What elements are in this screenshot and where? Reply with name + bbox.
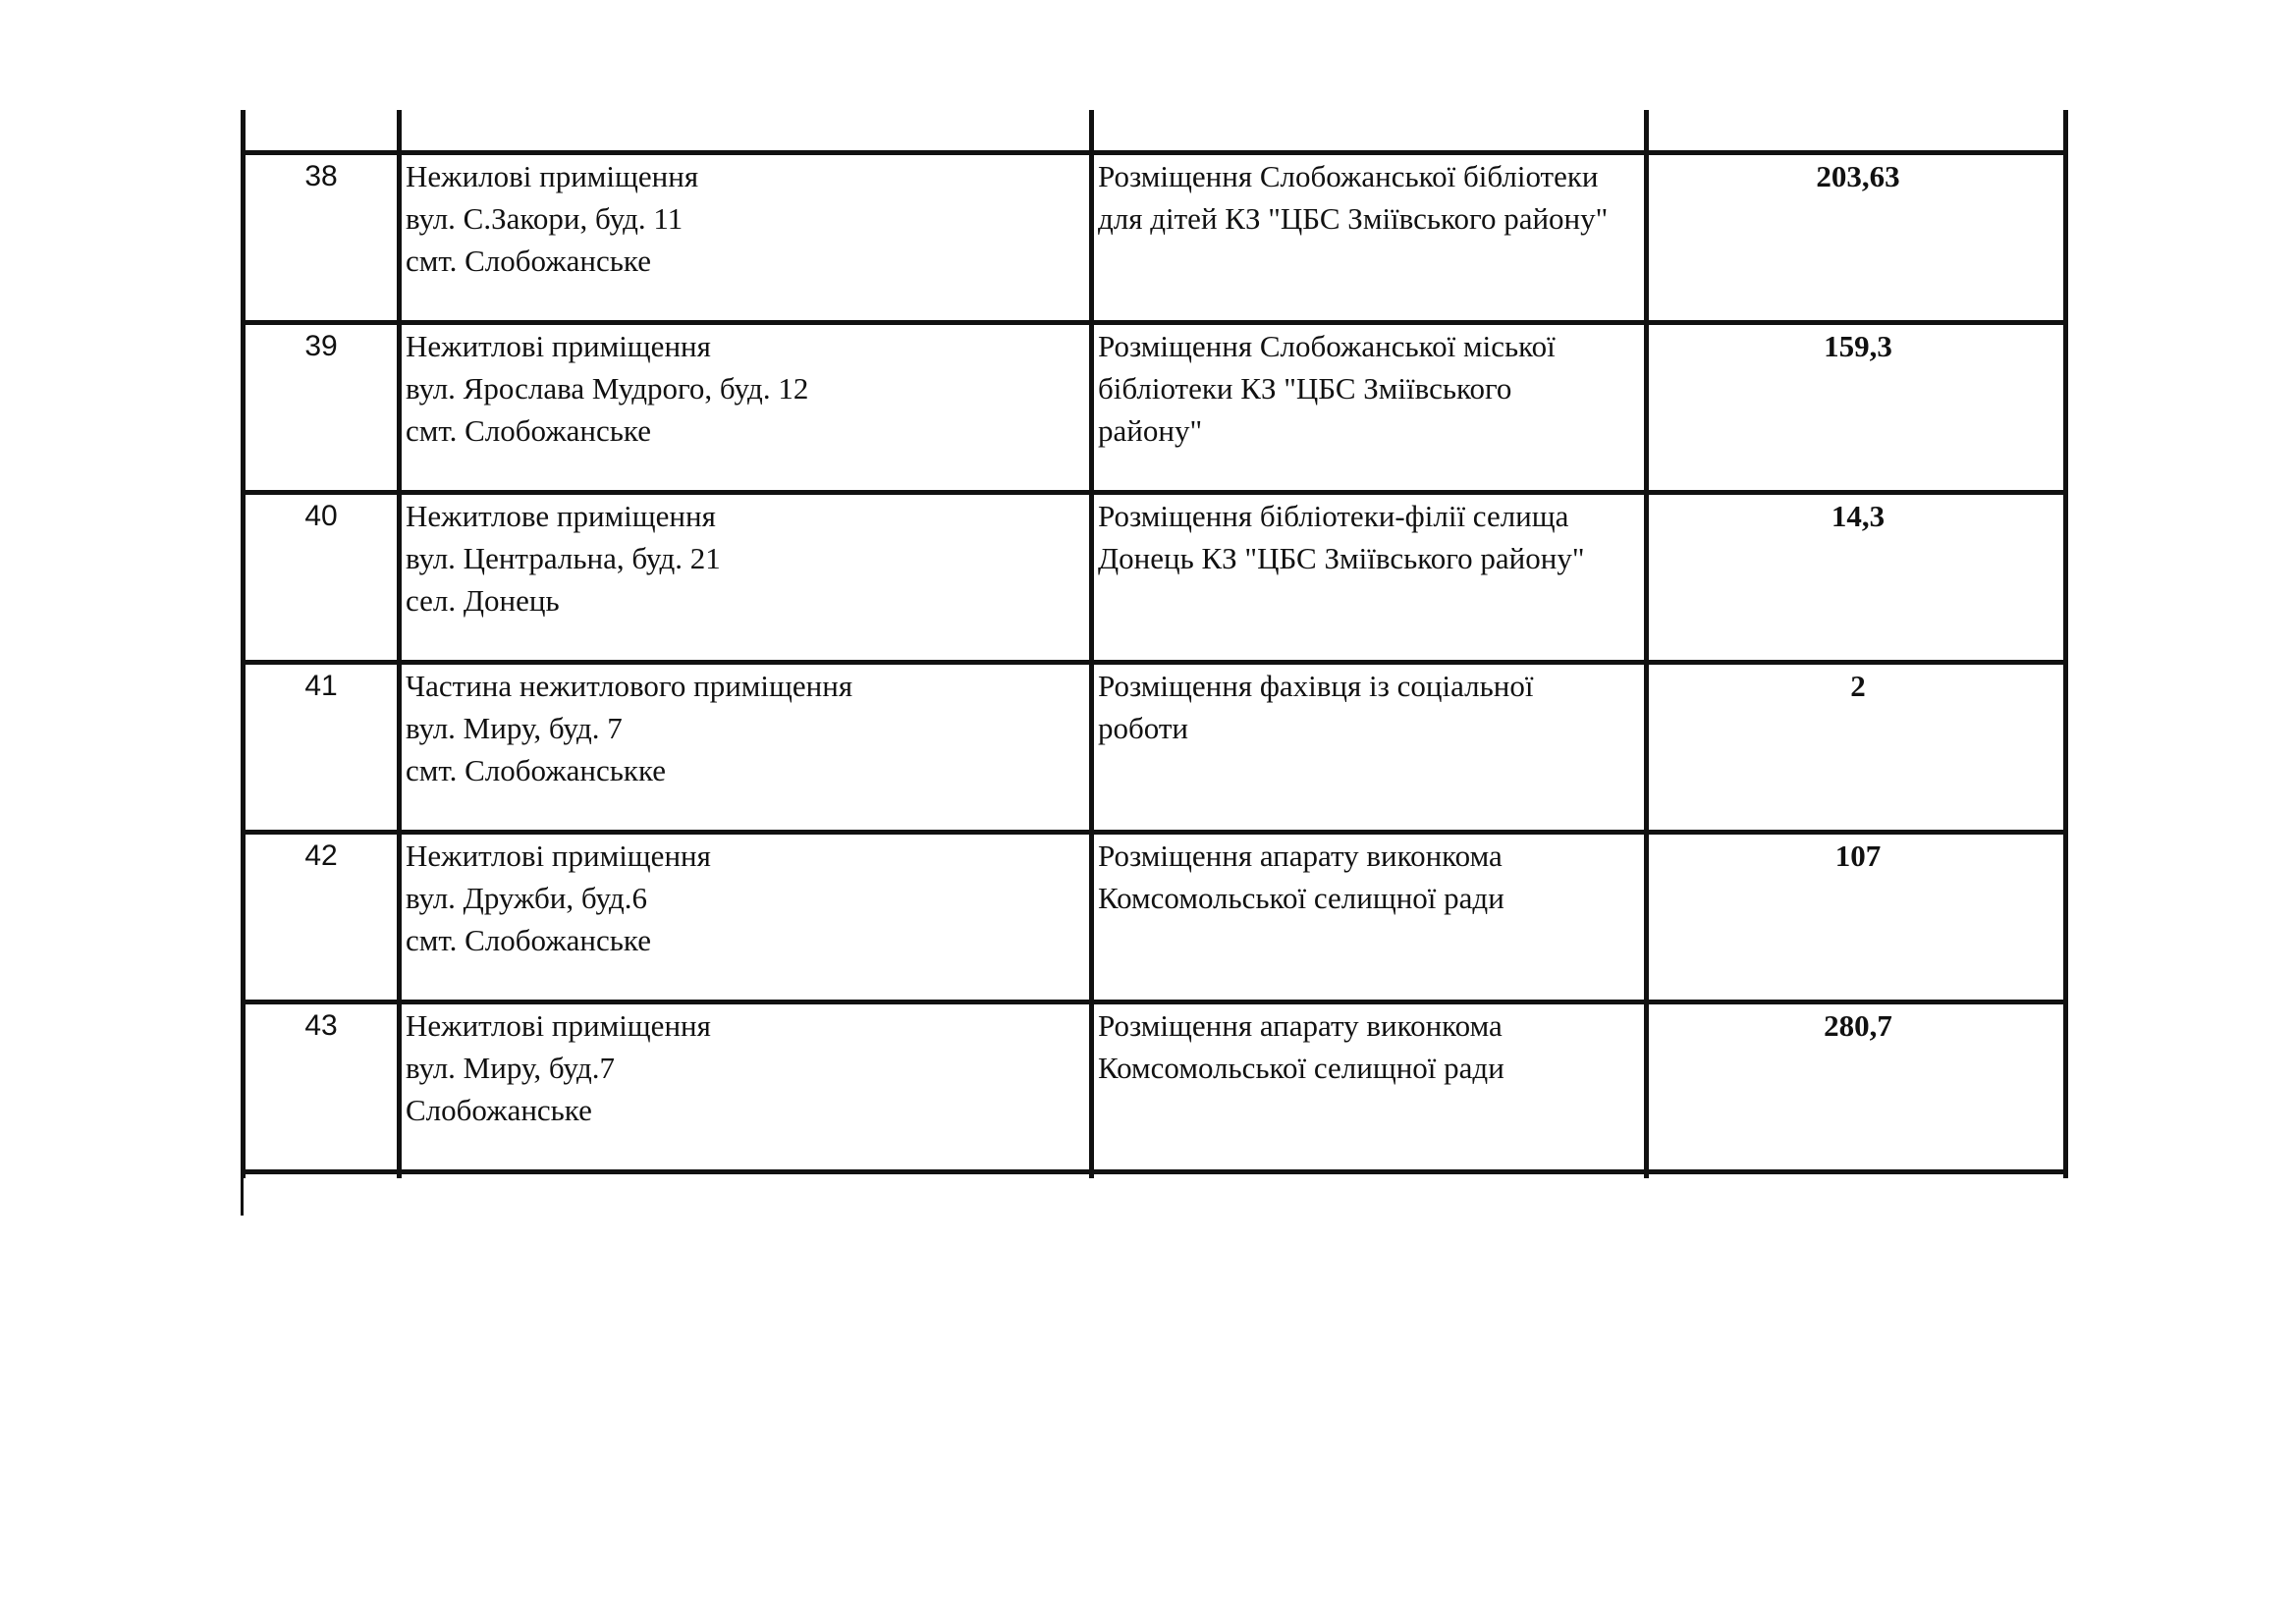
purpose-line: Розміщення Слобожанської міської — [1098, 329, 1556, 363]
address-line: смт. Слобожанське — [406, 413, 651, 448]
address-line: Нежитлове приміщення — [406, 499, 716, 533]
address-cell — [406, 835, 711, 961]
purpose-line: для дітей КЗ "ЦБС Зміївського району" — [1098, 201, 1609, 236]
area-value: 2 — [1850, 669, 1866, 703]
purpose-line: Комсомольської селищної ради — [1098, 1051, 1504, 1085]
area-value: 159,3 — [1824, 329, 1892, 363]
purpose-line: Розміщення бібліотеки-філії селища — [1098, 499, 1569, 533]
address-cell — [406, 1004, 711, 1131]
table-divider-3 — [1644, 110, 1649, 1178]
address-cell — [406, 155, 698, 282]
table-divider-1 — [397, 110, 402, 1178]
table-border-left — [241, 110, 246, 1178]
purpose-line: Розміщення апарату виконкома — [1098, 1008, 1503, 1043]
address-line: Частина нежитлового приміщення — [406, 669, 853, 703]
table-divider-2 — [1089, 110, 1094, 1178]
purpose-line: Розміщення Слобожанської бібліотеки — [1098, 159, 1599, 193]
address-line: вул. Центральна, буд. 21 — [406, 541, 721, 575]
purpose-line: Комсомольської селищної ради — [1098, 881, 1504, 915]
area-value: 203,63 — [1816, 159, 1900, 193]
address-line: Нежилові приміщення — [406, 159, 699, 193]
row-number: 38 — [304, 160, 338, 192]
purpose-line: району" — [1098, 413, 1203, 448]
table-border-tail — [241, 1174, 244, 1216]
row-number: 39 — [304, 330, 338, 362]
purpose-cell — [1098, 665, 1533, 749]
area-value: 280,7 — [1824, 1008, 1892, 1043]
address-line: вул. Дружби, буд.6 — [406, 881, 648, 915]
purpose-cell — [1098, 1004, 1504, 1089]
row-number: 43 — [304, 1009, 338, 1042]
address-line: Нежитлові приміщення — [406, 1008, 711, 1043]
purpose-cell — [1098, 495, 1585, 579]
area-value: 107 — [1834, 839, 1882, 873]
address-cell — [406, 325, 808, 452]
area-value: 14,3 — [1831, 499, 1886, 533]
address-line: Нежитлові приміщення — [406, 839, 711, 873]
address-line: Нежитлові приміщення — [406, 329, 711, 363]
address-line: вул. Ярослава Мудрого, буд. 12 — [406, 371, 809, 406]
address-cell — [406, 665, 852, 791]
address-line: смт. Слобожанське — [406, 244, 651, 278]
purpose-cell — [1098, 155, 1608, 240]
purpose-line: бібліотеки КЗ "ЦБС Зміївського — [1098, 371, 1512, 406]
purpose-line: Розміщення апарату виконкома — [1098, 839, 1503, 873]
purpose-cell — [1098, 325, 1556, 452]
row-border — [241, 1169, 2068, 1174]
address-line: вул. Миру, буд.7 — [406, 1051, 615, 1085]
purpose-cell — [1098, 835, 1504, 919]
row-number: 41 — [304, 670, 338, 702]
address-cell — [406, 495, 721, 622]
address-line: сел. Донець — [406, 583, 560, 618]
address-line: вул. С.Закори, буд. 11 — [406, 201, 683, 236]
purpose-line: Донець КЗ "ЦБС Зміївського району" — [1098, 541, 1585, 575]
address-line: Слобожанське — [406, 1093, 592, 1127]
address-line: смт. Слобожанське — [406, 923, 651, 957]
row-number: 42 — [304, 839, 338, 872]
address-line: смт. Слобожанськке — [406, 753, 667, 787]
purpose-line: Розміщення фахівця із соціальної — [1098, 669, 1534, 703]
row-number: 40 — [304, 500, 338, 532]
purpose-line: роботи — [1098, 711, 1189, 745]
address-line: вул. Миру, буд. 7 — [406, 711, 623, 745]
